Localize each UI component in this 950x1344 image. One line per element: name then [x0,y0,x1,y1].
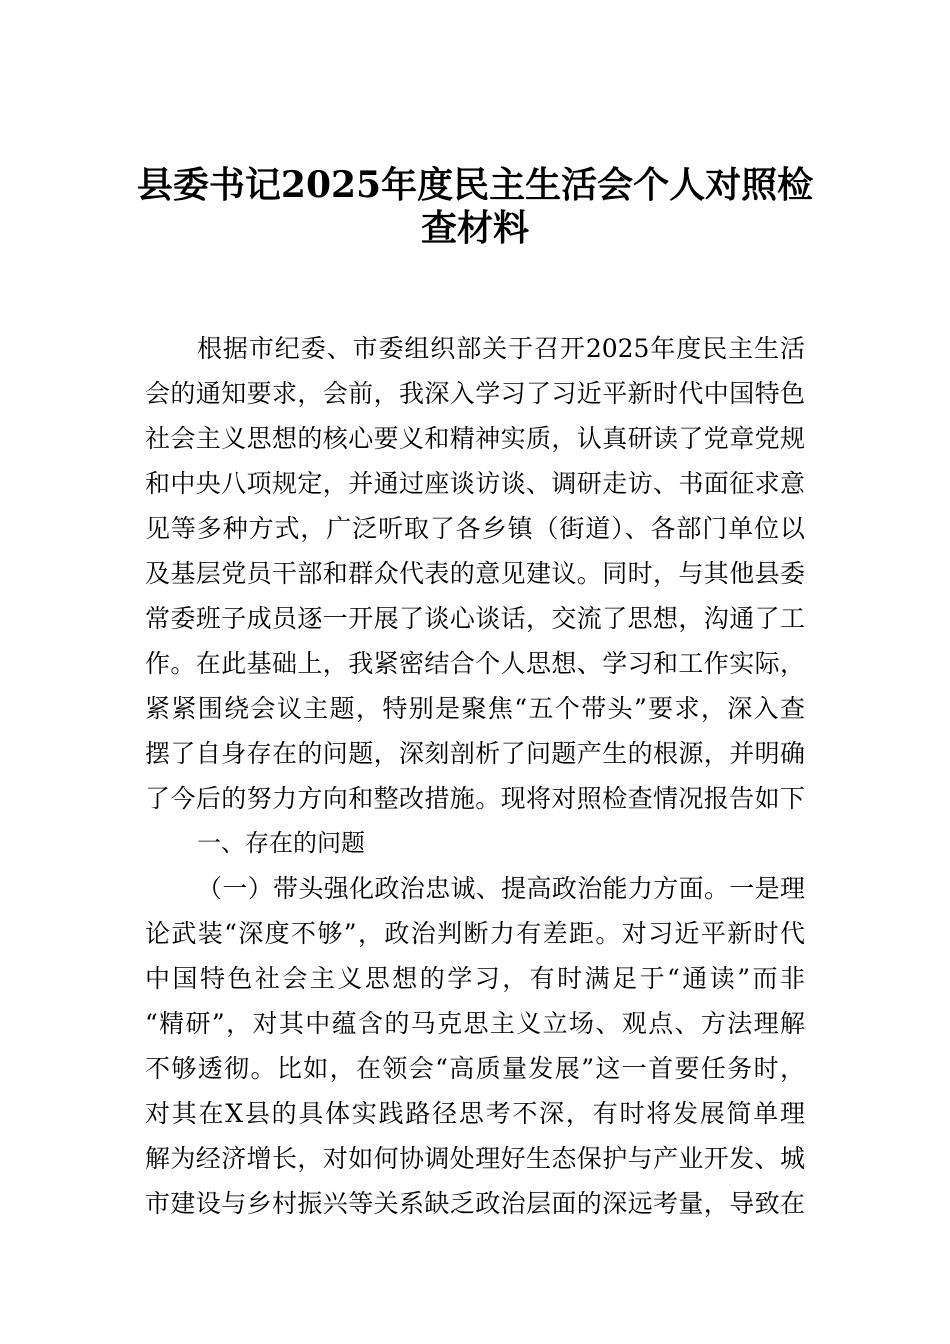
intro-line: 会的通知要求，会前，我深入学习了习近平新时代中国特色 [145,379,805,408]
document-body [145,326,805,1226]
intro-line: 和中央八项规定，并通过座谈访谈、调研走访、书面征求意 [145,469,805,498]
intro-line: 及基层党员干部和群众代表的意见建议。同时，与其他县委 [145,559,805,588]
section1-line: 市建设与乡村振兴等关系缺乏政治层面的深远考量，导致在 [145,1189,805,1218]
section1-line: 论武装“深度不够”，政治判断力有差距。对习近平新时代 [145,919,805,948]
section1-line: 不够透彻。比如，在领会“高质量发展”这一首要任务时， [145,1054,805,1083]
intro-line: 社会主义思想的核心要义和精神实质，认真研读了党章党规 [145,424,805,453]
section-heading: 一、存在的问题 [197,829,365,857]
intro-line: 作。在此基础上，我紧密结合个人思想、学习和工作实际， [145,649,805,678]
intro-line: 根据市纪委、市委组织部关于召开2025年度民主生活 [197,334,805,363]
intro-line: 紧紧围绕会议主题，特别是聚焦“五个带头”要求，深入查 [145,694,805,723]
intro-line: 见等多种方式，广泛听取了各乡镇（街道）、各部门单位以 [145,514,805,543]
document-title-line-2: 查材料 [420,207,529,249]
section1-line: “精研”，对其中蕴含的马克思主义立场、观点、方法理解 [145,1009,805,1038]
section1-line: （一）带头强化政治忠诚、提高政治能力方面。一是理 [197,874,805,903]
intro-line: 摆了自身存在的问题，深刻剖析了问题产生的根源，并明确 [145,739,805,768]
intro-line: 常委班子成员逐一开展了谈心谈话，交流了思想，沟通了工 [145,604,805,633]
section1-line: 对其在X县的具体实践路径思考不深，有时将发展简单理 [145,1099,805,1128]
document-title-line-1: 县委书记2025年度民主生活会个人对照检 [136,164,814,206]
intro-line: 了今后的努力方向和整改措施。现将对照检查情况报告如下 [145,784,805,813]
section1-line: 中国特色社会主义思想的学习，有时满足于“通读”而非 [145,964,805,993]
section1-line: 解为经济增长，对如何协调处理好生态保护与产业开发、城 [145,1144,805,1173]
